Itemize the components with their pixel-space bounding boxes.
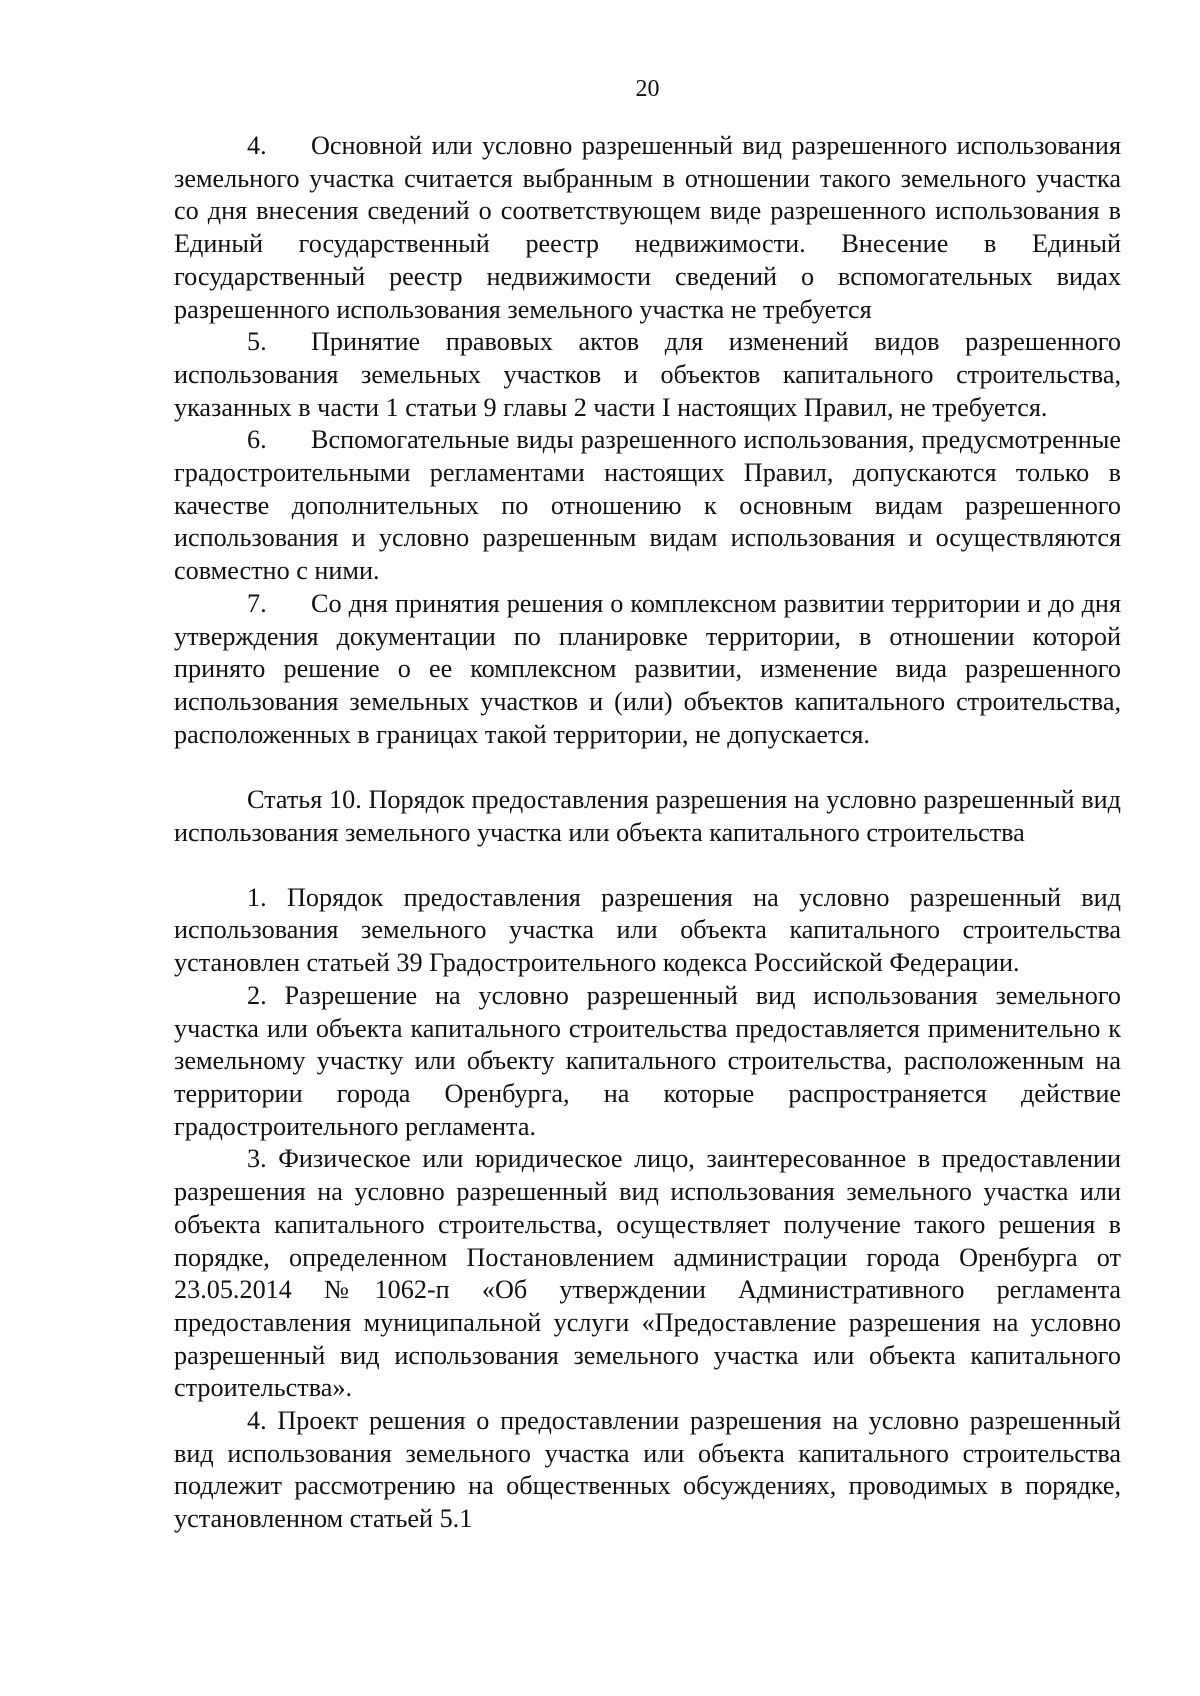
article-paragraph-4 xyxy=(174,1405,1121,1536)
page-number: 20 xyxy=(635,76,660,102)
paragraph-number: 3. xyxy=(247,1144,267,1174)
paragraph-text: Проект решения о предоставлении разрешения на условно разрешенный вид использования земельного участка или объекта капитального строительства подлежит рассмотрению на общественных обсуждениях, проводимых в порядке, установленном статьей 5.1 xyxy=(174,1406,1122,1534)
paragraph-text: Вспомогательные виды разрешенного использования, предусмотренные градостроительными регламентами настоящих Правил, допускаются только в качестве дополнительных по отношению к основным видам разрешенного использования и условно разрешенным видам использования и осуществляются совместно с ними. xyxy=(174,425,1121,586)
article-heading: Статья 10. Порядок предоставления разрешения на условно разрешенный вид использования земельного участка или объекта капитального строительства xyxy=(174,785,1121,848)
paragraph-text: Принятие правовых актов для изменений видов разрешенного использования земельных участков и объектов капитального строительства, указанных в части 1 статьи 9 главы 2 части I настоящих Правил, не требуется. xyxy=(174,327,1121,422)
paragraph-6 xyxy=(174,424,1121,588)
paragraph-7 xyxy=(174,588,1121,752)
paragraph-number: 4. xyxy=(247,131,267,160)
paragraph-5 xyxy=(174,326,1121,424)
paragraph-number: 6. xyxy=(247,425,267,455)
paragraph-number: 4. xyxy=(247,1406,267,1436)
paragraph-number: 7. xyxy=(247,588,267,618)
document-body xyxy=(174,130,1121,1536)
paragraph-number: 1. xyxy=(247,882,267,912)
paragraph-4 xyxy=(174,130,1121,326)
paragraph-text: Основной или условно разрешенный вид разрешенного использования земельного участка считается выбранным в отношении такого земельного участка со дня внесения сведений о соответствующем виде разрешенного использования в Единый государственный реестр недвижимости. Внесение в Единый государственный реестр недвижимости сведений о вспомогательных видах разрешенного использования земельного участка не требуется xyxy=(174,131,1121,324)
article-paragraph-3 xyxy=(174,1143,1121,1405)
paragraph-text: Порядок предоставления разрешения на условно разрешенный вид использования земельного участка или объекта капитального строительства установлен статьей 39 Градостроительного кодекса Российской Федерации. xyxy=(174,882,1121,978)
paragraph-number: 2. xyxy=(247,980,267,1010)
paragraph-text: Разрешение на условно разрешенный вид использования земельного участка или объекта капитального строительства предоставляется применительно к земельному участку или объекту капитального строительства, расположенным на территории города Оренбурга, на которые распространяется действие градостроительного регламента. xyxy=(174,980,1121,1141)
paragraph-number: 5. xyxy=(247,327,267,357)
article-paragraph-1 xyxy=(174,882,1121,980)
article-paragraph-2 xyxy=(174,980,1121,1144)
paragraph-text: Со дня принятия решения о комплексном развитии территории и до дня утверждения документации по планировке территории, в отношении которой принято решение о ее комплексном развитии, изменение вида разрешенного использования земельных участков и (или) объектов капитального строительства, расположенных в границах такой территории, не допускается. xyxy=(174,588,1121,749)
paragraph-text: Физическое или юридическое лицо, заинтересованное в предоставлении разрешения на условно разрешенный вид использования земельного участка или объекта капитального строительства, осуществляет получение такого решения в порядке, определенном Постановлением администрации города Оренбурга от 23.05.2014 №1062-п «Об утверждении Административного регламента предоставления муниципальной услуги «Предоставление разрешения на условно разрешенный вид использования земельного участка или объекта капитального строительства». xyxy=(174,1144,1121,1403)
